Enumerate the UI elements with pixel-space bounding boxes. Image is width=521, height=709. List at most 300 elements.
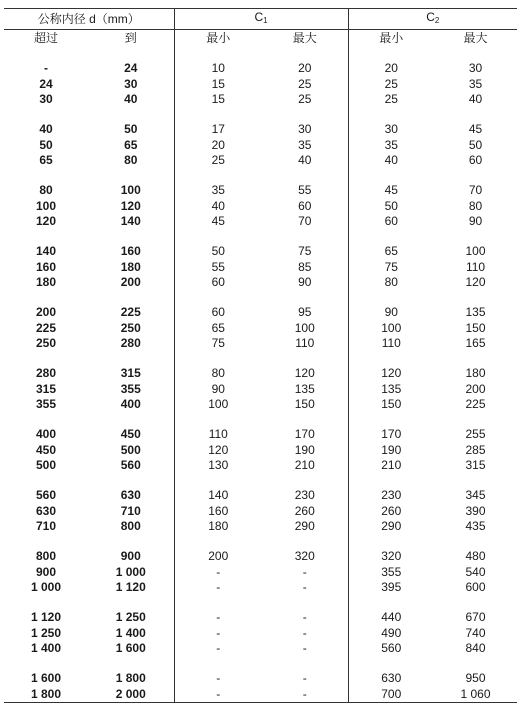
to-cell: 500 bbox=[120, 442, 141, 457]
to-cell: 65 bbox=[124, 137, 138, 152]
spacer-cell bbox=[174, 656, 262, 671]
table-row bbox=[4, 321, 517, 336]
over-cell: 900 bbox=[35, 564, 57, 579]
c2-min-cell: 75 bbox=[348, 260, 434, 275]
spacer-cell bbox=[88, 168, 174, 183]
c2-max-cell: 480 bbox=[465, 549, 486, 564]
c1-max-cell: 320 bbox=[294, 549, 315, 564]
c1-min-cell: 180 bbox=[174, 519, 262, 534]
table-row bbox=[4, 397, 517, 412]
c1-max-cell: 170 bbox=[294, 427, 315, 442]
table-row bbox=[4, 275, 517, 290]
c1-max-cell: 20 bbox=[298, 61, 312, 76]
c2-min-header: 最小 bbox=[348, 30, 434, 47]
table-row bbox=[4, 138, 517, 153]
spacer-cell bbox=[174, 534, 262, 549]
table-row bbox=[4, 183, 517, 198]
table-row bbox=[4, 580, 517, 595]
c2-max-cell: 90 bbox=[468, 213, 483, 228]
c2-max-cell: 35 bbox=[468, 76, 483, 91]
spacer-cell bbox=[174, 107, 262, 122]
spacer-cell bbox=[4, 534, 88, 549]
c2-min-cell: 560 bbox=[348, 641, 434, 656]
spacer-cell bbox=[88, 46, 174, 61]
c2-min-cell: 35 bbox=[348, 138, 434, 153]
c1-max-cell: 290 bbox=[294, 518, 315, 533]
to-cell: 50 bbox=[124, 122, 138, 137]
c2-min-cell: 190 bbox=[348, 443, 434, 458]
group-spacer bbox=[4, 229, 517, 244]
c1-max-cell: 25 bbox=[298, 76, 312, 91]
c1-min-cell: 45 bbox=[174, 214, 262, 229]
spacer-cell bbox=[262, 534, 348, 549]
to-cell: 2 000 bbox=[88, 687, 174, 703]
spacer-cell bbox=[88, 656, 174, 671]
table-row bbox=[4, 153, 517, 168]
c1-max-cell: 95 bbox=[298, 305, 312, 320]
spacer-cell bbox=[174, 412, 262, 427]
spacer-cell bbox=[434, 168, 517, 183]
c2-max-cell: 345 bbox=[465, 488, 486, 503]
c2-min-cell: 80 bbox=[348, 275, 434, 290]
c2-min-cell: 320 bbox=[348, 549, 434, 564]
c1-min-cell: 20 bbox=[174, 138, 262, 153]
spacer-cell bbox=[434, 656, 517, 671]
c2-max-cell: 285 bbox=[465, 442, 486, 457]
c1-max-cell: 260 bbox=[294, 503, 315, 518]
spacer-cell bbox=[434, 290, 517, 305]
to-cell: 315 bbox=[120, 366, 141, 381]
spacer-cell bbox=[88, 412, 174, 427]
c2-min-cell: 490 bbox=[348, 626, 434, 641]
c1-min-cell: - bbox=[174, 580, 262, 595]
spacer-cell bbox=[4, 290, 88, 305]
spacer-cell bbox=[348, 290, 434, 305]
c2-max-cell: 165 bbox=[465, 335, 486, 350]
over-cell: 180 bbox=[35, 274, 57, 289]
table-row bbox=[4, 92, 517, 107]
spacer-cell bbox=[348, 656, 434, 671]
over-cell: 1 600 bbox=[30, 671, 62, 686]
over-cell: 250 bbox=[35, 335, 57, 350]
c1-max-cell: 100 bbox=[294, 320, 315, 335]
c2-min-cell: 260 bbox=[348, 504, 434, 519]
c1-min-cell: 50 bbox=[174, 244, 262, 259]
spacer-cell bbox=[174, 595, 262, 610]
c2-max-cell: 150 bbox=[465, 320, 486, 335]
group-spacer bbox=[4, 534, 517, 549]
c1-max-cell: - bbox=[302, 610, 307, 625]
c1-min-cell: 100 bbox=[174, 397, 262, 412]
c1-min-cell: 130 bbox=[174, 458, 262, 473]
to-cell: 355 bbox=[120, 381, 141, 396]
clearance-table bbox=[4, 8, 517, 703]
spacer-cell bbox=[262, 351, 348, 366]
group-spacer bbox=[4, 656, 517, 671]
table-row bbox=[4, 77, 517, 92]
table-row bbox=[4, 626, 517, 641]
to-cell: 1 600 bbox=[115, 640, 146, 655]
table-row bbox=[4, 641, 517, 656]
c1-min-cell: 65 bbox=[174, 321, 262, 336]
over-header: 超过 bbox=[33, 31, 58, 45]
c1-min-cell: 40 bbox=[174, 199, 262, 214]
c1-min-cell: 140 bbox=[174, 488, 262, 503]
spacer-cell bbox=[4, 46, 88, 61]
c1-max-cell: 90 bbox=[298, 274, 312, 289]
c1-max-cell: - bbox=[302, 671, 307, 686]
over-cell: 80 bbox=[39, 183, 53, 198]
c2-min-cell: 395 bbox=[348, 580, 434, 595]
group-spacer bbox=[4, 412, 517, 427]
table-row bbox=[4, 61, 517, 76]
c2-max-cell: 30 bbox=[468, 61, 483, 76]
c2-max-cell: 225 bbox=[465, 396, 486, 411]
to-cell: 160 bbox=[120, 244, 141, 259]
to-cell: 120 bbox=[120, 198, 141, 213]
c1-min-cell: - bbox=[174, 687, 262, 703]
c1-max-cell: - bbox=[302, 579, 307, 594]
to-cell: 100 bbox=[120, 183, 141, 198]
c2-min-cell: 110 bbox=[348, 336, 434, 351]
c1-min-cell: 55 bbox=[174, 260, 262, 275]
c2-min-cell: 170 bbox=[348, 427, 434, 442]
spacer-cell bbox=[348, 46, 434, 61]
table-row bbox=[4, 305, 517, 320]
c2-max-cell: 180 bbox=[465, 366, 486, 381]
table-row bbox=[4, 443, 517, 458]
c2-min-cell: 230 bbox=[348, 488, 434, 503]
spacer-cell bbox=[174, 168, 262, 183]
spacer-cell bbox=[88, 534, 174, 549]
c1-max-cell: - bbox=[302, 640, 307, 655]
table-row bbox=[4, 610, 517, 625]
c1-min-cell: 110 bbox=[174, 427, 262, 442]
c2-min-cell: 60 bbox=[348, 214, 434, 229]
c1-min-cell: - bbox=[174, 641, 262, 656]
c1-min-cell: 15 bbox=[174, 92, 262, 107]
table-row bbox=[4, 214, 517, 229]
spacer-cell bbox=[348, 168, 434, 183]
spacer-cell bbox=[174, 46, 262, 61]
c1-max-cell: 35 bbox=[298, 137, 312, 152]
c1-max-cell: 25 bbox=[298, 91, 312, 106]
c1-min-cell: 25 bbox=[174, 153, 262, 168]
c1-max-cell: 30 bbox=[298, 122, 312, 137]
c2-min-cell: 355 bbox=[348, 565, 434, 580]
c2-max-cell: 600 bbox=[465, 579, 486, 594]
over-cell: - bbox=[44, 61, 48, 76]
to-cell: 200 bbox=[120, 274, 141, 289]
over-cell: 800 bbox=[35, 549, 57, 564]
over-cell: 630 bbox=[35, 503, 57, 518]
table-row bbox=[4, 336, 517, 351]
spacer-cell bbox=[434, 595, 517, 610]
spacer-cell bbox=[262, 168, 348, 183]
spacer-cell bbox=[88, 107, 174, 122]
spacer-cell bbox=[434, 473, 517, 488]
over-cell: 30 bbox=[39, 91, 53, 106]
spacer-cell bbox=[262, 473, 348, 488]
spacer-cell bbox=[4, 107, 88, 122]
spacer-cell bbox=[348, 229, 434, 244]
over-cell: 315 bbox=[35, 381, 57, 396]
spacer-cell bbox=[4, 412, 88, 427]
to-cell: 800 bbox=[120, 518, 141, 533]
c1-min-cell: - bbox=[174, 671, 262, 686]
to-cell: 250 bbox=[120, 320, 141, 335]
group-spacer bbox=[4, 595, 517, 610]
over-cell: 65 bbox=[39, 152, 53, 167]
c2-min-cell: 100 bbox=[348, 321, 434, 336]
c1-min-cell: 60 bbox=[174, 305, 262, 320]
c2-header: $C_2$ bbox=[348, 9, 517, 30]
c2-max-cell: 315 bbox=[465, 457, 486, 472]
c1-max-header: 最大 bbox=[292, 31, 317, 45]
c2-max-cell: 80 bbox=[468, 198, 483, 213]
to-cell: 560 bbox=[120, 457, 141, 472]
to-cell: 225 bbox=[120, 305, 141, 320]
spacer-cell bbox=[174, 229, 262, 244]
spacer-cell bbox=[434, 412, 517, 427]
c1-min-cell: 17 bbox=[174, 122, 262, 137]
c1-min-cell: 90 bbox=[174, 382, 262, 397]
to-cell: 30 bbox=[124, 76, 138, 91]
c1-max-cell: - bbox=[302, 564, 307, 579]
group-spacer bbox=[4, 473, 517, 488]
spacer-cell bbox=[348, 351, 434, 366]
c2-max-cell: 50 bbox=[468, 137, 483, 152]
table-row bbox=[4, 366, 517, 381]
over-cell: 400 bbox=[35, 427, 57, 442]
over-cell: 500 bbox=[35, 457, 57, 472]
c1-max-cell: 210 bbox=[294, 457, 315, 472]
spacer-cell bbox=[348, 595, 434, 610]
spacer-cell bbox=[262, 656, 348, 671]
spacer-cell bbox=[88, 229, 174, 244]
c2-min-cell: 50 bbox=[348, 199, 434, 214]
to-cell: 1 400 bbox=[115, 625, 146, 640]
c2-max-cell: 40 bbox=[468, 91, 483, 106]
c1-min-cell: 35 bbox=[174, 183, 262, 198]
c1-min-cell: 80 bbox=[174, 366, 262, 381]
table-row bbox=[4, 687, 517, 703]
over-cell: 560 bbox=[35, 488, 57, 503]
c1-max-cell: 60 bbox=[298, 198, 312, 213]
spacer-cell bbox=[4, 595, 88, 610]
c2-min-cell: 210 bbox=[348, 458, 434, 473]
over-cell: 1 800 bbox=[4, 687, 88, 703]
spacer-cell bbox=[262, 290, 348, 305]
c1-header: $C_1$ bbox=[174, 9, 348, 30]
to-cell: 24 bbox=[124, 61, 138, 76]
c2-max-cell: 135 bbox=[465, 305, 486, 320]
spacer-cell bbox=[88, 351, 174, 366]
over-cell: 140 bbox=[35, 244, 57, 259]
over-cell: 200 bbox=[35, 305, 57, 320]
spacer-cell bbox=[174, 290, 262, 305]
spacer-cell bbox=[4, 229, 88, 244]
table-row bbox=[4, 199, 517, 214]
group-spacer bbox=[4, 290, 517, 305]
table-row bbox=[4, 549, 517, 564]
over-cell: 40 bbox=[39, 122, 53, 137]
c1-min-header: 最小 bbox=[174, 30, 262, 47]
c2-min-cell: 120 bbox=[348, 366, 434, 381]
over-cell: 120 bbox=[35, 213, 57, 228]
to-cell: 1 000 bbox=[115, 564, 146, 579]
c2-max-cell: 200 bbox=[465, 381, 486, 396]
table-row bbox=[4, 519, 517, 534]
table-row bbox=[4, 122, 517, 137]
c2-min-cell: 150 bbox=[348, 397, 434, 412]
to-cell: 1 800 bbox=[115, 671, 146, 686]
c2-max-cell: 100 bbox=[465, 244, 486, 259]
spacer-cell bbox=[348, 412, 434, 427]
spacer-cell bbox=[262, 107, 348, 122]
c1-max-cell: 150 bbox=[294, 396, 315, 411]
over-cell: 1 000 bbox=[30, 579, 62, 594]
spacer-cell bbox=[262, 229, 348, 244]
c2-max-cell: 45 bbox=[468, 122, 483, 137]
table-row bbox=[4, 488, 517, 503]
c2-min-cell: 25 bbox=[348, 77, 434, 92]
table-body bbox=[4, 46, 517, 702]
c2-min-cell: 25 bbox=[348, 92, 434, 107]
group-spacer bbox=[4, 351, 517, 366]
c2-min-cell: 30 bbox=[348, 122, 434, 137]
over-cell: 50 bbox=[39, 137, 53, 152]
c2-max-cell: 950 bbox=[465, 671, 486, 686]
c1-max-cell: 55 bbox=[298, 183, 312, 198]
c1-max-cell: 40 bbox=[298, 152, 312, 167]
table-header bbox=[4, 9, 517, 47]
over-cell: 24 bbox=[39, 76, 53, 91]
spacer-cell bbox=[4, 473, 88, 488]
c1-max-cell: 70 bbox=[298, 213, 312, 228]
c2-min-cell: 65 bbox=[348, 244, 434, 259]
c1-min-cell: - bbox=[174, 610, 262, 625]
c1-min-cell: 10 bbox=[174, 61, 262, 76]
to-cell: 80 bbox=[124, 152, 138, 167]
to-cell: 40 bbox=[124, 91, 138, 106]
table-row bbox=[4, 382, 517, 397]
spacer-cell bbox=[174, 473, 262, 488]
c1-max-cell: 75 bbox=[298, 244, 312, 259]
c2-max-cell: 60 bbox=[468, 152, 483, 167]
c2-max-header: 最大 bbox=[463, 31, 488, 45]
over-cell: 450 bbox=[35, 442, 57, 457]
c1-max-cell: - bbox=[262, 687, 348, 703]
c2-max-cell: 670 bbox=[465, 610, 486, 625]
c1-min-cell: 15 bbox=[174, 77, 262, 92]
spacer-cell bbox=[4, 351, 88, 366]
spacer-cell bbox=[434, 46, 517, 61]
spacer-cell bbox=[4, 656, 88, 671]
c2-max-cell: 435 bbox=[465, 518, 486, 533]
c2-min-cell: 45 bbox=[348, 183, 434, 198]
table-row bbox=[4, 565, 517, 580]
c1-min-cell: 160 bbox=[174, 504, 262, 519]
to-cell: 180 bbox=[120, 259, 141, 274]
c2-max-cell: 120 bbox=[465, 274, 486, 289]
c2-max-cell: 540 bbox=[465, 564, 486, 579]
spacer-cell bbox=[262, 595, 348, 610]
c2-max-cell: 255 bbox=[465, 427, 486, 442]
c2-min-cell: 290 bbox=[348, 519, 434, 534]
c1-max-cell: 190 bbox=[294, 442, 315, 457]
spacer-cell bbox=[348, 473, 434, 488]
over-cell: 1 250 bbox=[30, 625, 62, 640]
to-cell: 1 120 bbox=[115, 579, 146, 594]
c2-max-cell: 840 bbox=[465, 640, 486, 655]
c2-min-cell: 630 bbox=[348, 671, 434, 686]
c1-min-cell: 60 bbox=[174, 275, 262, 290]
c1-min-cell: - bbox=[174, 626, 262, 641]
c1-min-cell: 75 bbox=[174, 336, 262, 351]
spacer-cell bbox=[88, 473, 174, 488]
group-spacer bbox=[4, 46, 517, 61]
over-cell: 225 bbox=[35, 320, 57, 335]
table-row bbox=[4, 458, 517, 473]
table-row bbox=[4, 504, 517, 519]
spacer-cell bbox=[434, 351, 517, 366]
spacer-cell bbox=[262, 412, 348, 427]
to-cell: 280 bbox=[120, 335, 141, 350]
over-cell: 1 400 bbox=[30, 640, 62, 655]
c2-max-cell: 110 bbox=[465, 259, 486, 274]
over-cell: 355 bbox=[35, 396, 57, 411]
over-cell: 280 bbox=[35, 366, 57, 381]
to-cell: 450 bbox=[120, 427, 141, 442]
c2-min-cell: 40 bbox=[348, 153, 434, 168]
over-cell: 1 120 bbox=[30, 610, 62, 625]
c1-min-cell: - bbox=[174, 565, 262, 580]
spacer-cell bbox=[434, 229, 517, 244]
c2-min-cell: 20 bbox=[348, 61, 434, 76]
table-row bbox=[4, 260, 517, 275]
group-spacer bbox=[4, 168, 517, 183]
spacer-cell bbox=[174, 351, 262, 366]
spacer-cell bbox=[434, 534, 517, 549]
c2-min-cell: 90 bbox=[348, 305, 434, 320]
c2-max-cell: 390 bbox=[465, 503, 486, 518]
c2-min-cell: 440 bbox=[348, 610, 434, 625]
group-spacer bbox=[4, 107, 517, 122]
c1-max-cell: 120 bbox=[294, 366, 315, 381]
c2-min-cell: 700 bbox=[348, 687, 434, 703]
c1-max-cell: 110 bbox=[295, 335, 315, 350]
c1-min-cell: 120 bbox=[174, 443, 262, 458]
to-cell: 400 bbox=[120, 396, 141, 411]
spacer-cell bbox=[4, 168, 88, 183]
to-cell: 710 bbox=[120, 503, 141, 518]
c1-min-cell: 200 bbox=[174, 549, 262, 564]
diameter-header: 公称内径 d（mm） bbox=[4, 9, 174, 30]
table-row bbox=[4, 427, 517, 442]
c1-max-cell: 135 bbox=[294, 381, 315, 396]
c2-max-cell: 70 bbox=[468, 183, 483, 198]
spacer-cell bbox=[348, 534, 434, 549]
spacer-cell bbox=[262, 46, 348, 61]
c1-max-cell: - bbox=[302, 625, 307, 640]
table-row bbox=[4, 244, 517, 259]
over-cell: 160 bbox=[35, 259, 57, 274]
c2-min-cell: 135 bbox=[348, 382, 434, 397]
c2-max-cell: 1 060 bbox=[434, 687, 517, 703]
c1-max-cell: 85 bbox=[298, 259, 312, 274]
c2-max-cell: 740 bbox=[465, 625, 486, 640]
